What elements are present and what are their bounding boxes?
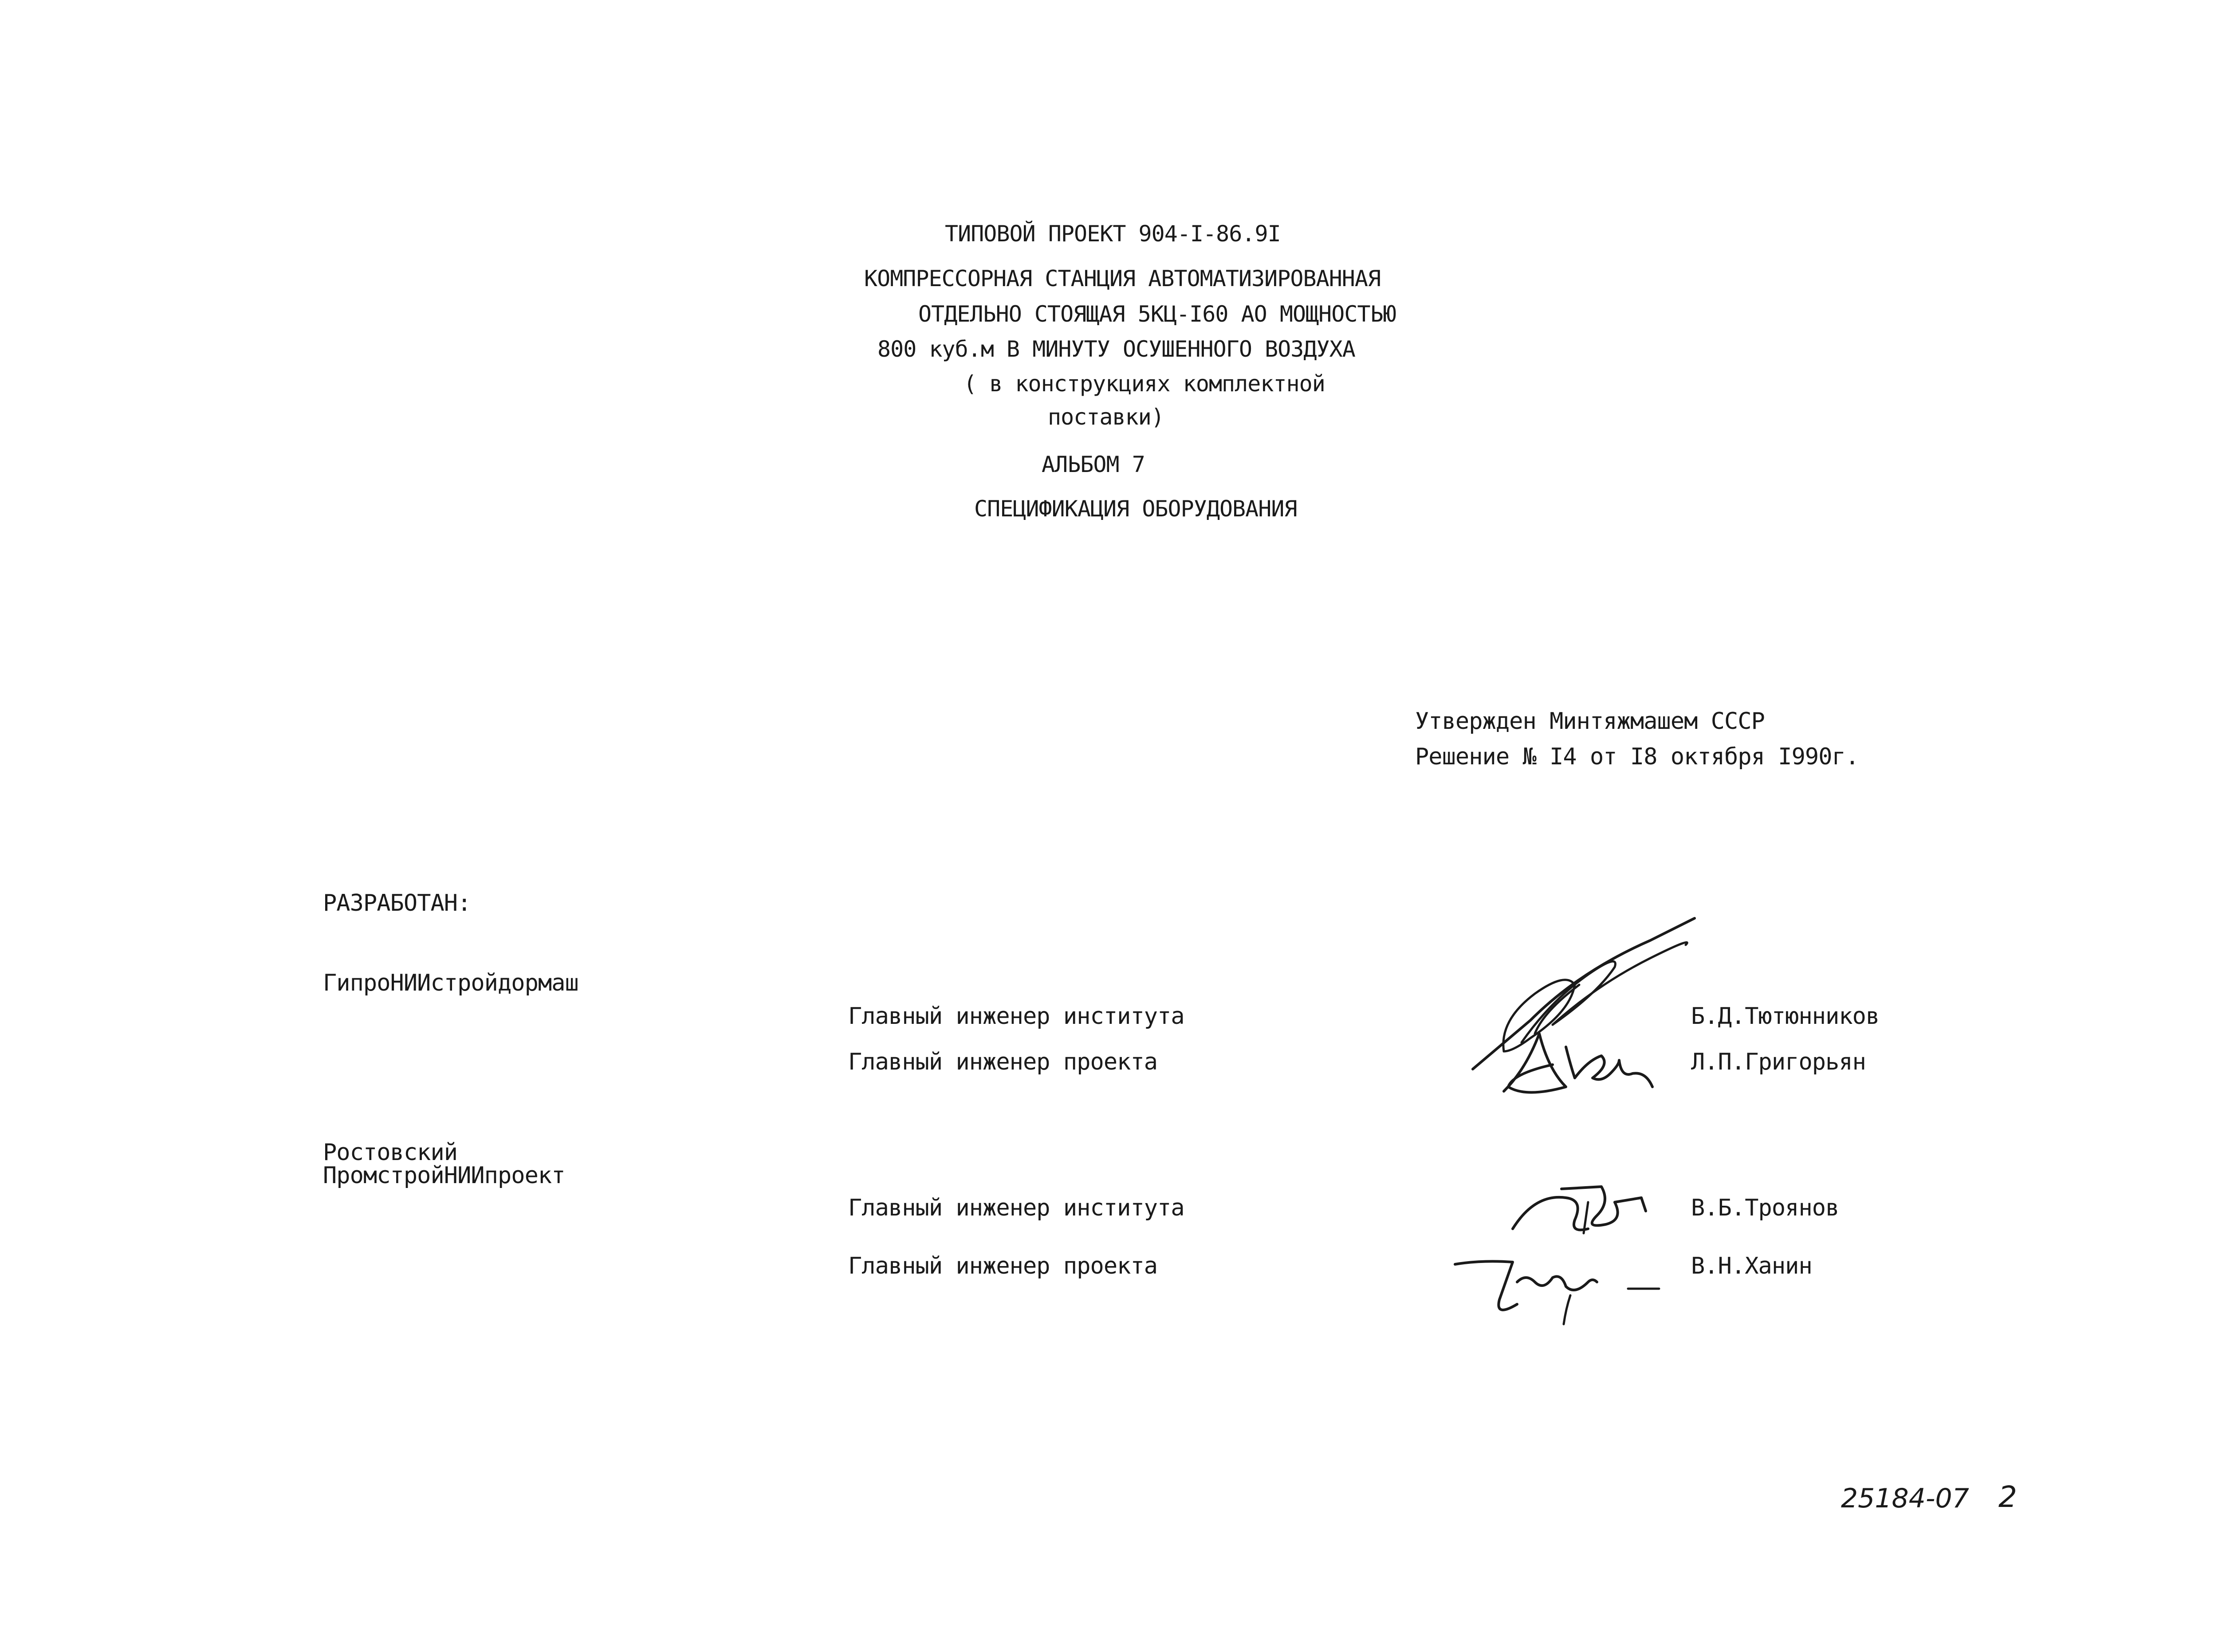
title-line-4: ( в конструкциях комплектной [963, 371, 1325, 397]
title-line-1: КОМПРЕССОРНАЯ СТАНЦИЯ АВТОМАТИЗИРОВАННАЯ [864, 266, 1381, 291]
approval-line-2: Решение № I4 от I8 октября I990г. [1415, 743, 1859, 770]
approval-line-1: Утвержден Минтяжмашем СССР [1415, 708, 1765, 735]
signatory-name: В.Н.Ханин [1691, 1253, 1812, 1279]
signatory-role: Главный инженер института [848, 1195, 1184, 1221]
signatory-role: Главный инженер проекта [848, 1253, 1158, 1279]
organization-name: ГипроНИИстройдормаш [323, 970, 578, 996]
developed-by-label: РАЗРАБОТАН: [323, 890, 471, 916]
title-line-2: ОТДЕЛЬНО СТОЯЩАЯ 5КЦ-I60 АО МОЩНОСТЬЮ [918, 301, 1396, 327]
signature-troyanov [1508, 1176, 1659, 1251]
signature-grigoryan [1499, 1020, 1668, 1118]
signatory-role: Главный инженер института [848, 1003, 1184, 1030]
signatory-name: Л.П.Григорьян [1691, 1049, 1866, 1075]
signatory-role: Главный инженер проекта [848, 1049, 1158, 1075]
signature-khanin [1451, 1247, 1672, 1326]
signatory-name: В.Б.Троянов [1691, 1195, 1839, 1221]
stamp-code: 25184-07 [1841, 1483, 1969, 1514]
page-number: 2 [1998, 1480, 2017, 1514]
title-line-3: 800 куб.м В МИНУТУ ОСУШЕННОГО ВОЗДУХА [877, 336, 1355, 362]
album-subject: СПЕЦИФИКАЦИЯ ОБОРУДОВАНИЯ [974, 496, 1297, 522]
organization-name-line-2: ПромстройНИИпроект [323, 1162, 565, 1189]
title-line-5: поставки) [1048, 404, 1164, 430]
signatory-name: Б.Д.Тютюнников [1691, 1003, 1880, 1030]
project-number: ТИПОВОЙ ПРОЕКТ 904-I-86.9I [945, 221, 1281, 247]
organization-name-line-1: Ростовский [323, 1139, 458, 1166]
album-label: АЛЬБОМ 7 [1042, 452, 1145, 477]
